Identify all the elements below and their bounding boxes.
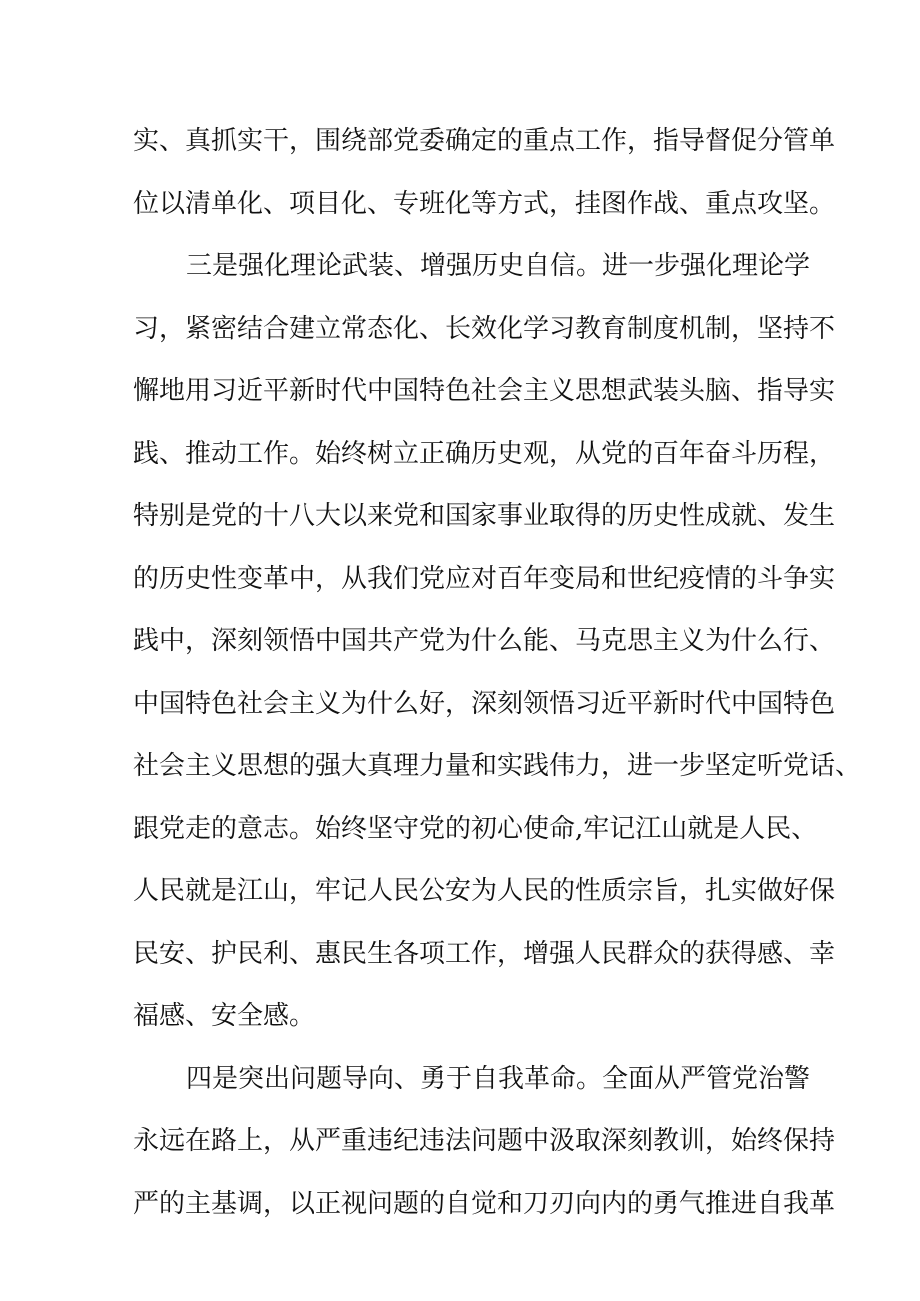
text-line: 实、真抓实干，围绕部党委确定的重点工作，指导督促分管单: [133, 126, 836, 156]
text-line: 福感、安全感。: [133, 1001, 316, 1031]
paragraph-start-line: 四是突出问题导向、勇于自我革命。全面从严管党治警: [186, 1064, 811, 1094]
text-line: 懈地用习近平新时代中国特色社会主义思想武装头脑、指导实: [133, 376, 836, 406]
paragraph-start-line: 三是强化理论武装、增强历史自信。进一步强化理论学: [186, 251, 811, 281]
text-line: 习，紧密结合建立常态化、长效化学习教育制度机制，坚持不: [133, 314, 836, 344]
text-line: 践中，深刻领悟中国共产党为什么能、马克思主义为什么行、: [133, 626, 836, 656]
text-line: 跟党走的意志。始终坚守党的初心使命,牢记江山就是人民、: [133, 814, 818, 844]
text-line: 社会主义思想的强大真理力量和实践伟力，进一步坚定听党话、: [133, 751, 862, 781]
text-line: 永远在路上，从严重违纪违法问题中汲取深刻教训，始终保持: [133, 1126, 836, 1156]
text-line: 人民就是江山，牢记人民公安为人民的性质宗旨，扎实做好保: [133, 876, 836, 906]
text-line: 位以清单化、项目化、专班化等方式，挂图作战、重点攻坚。: [133, 189, 836, 219]
text-line: 践、推动工作。始终树立正确历史观，从党的百年奋斗历程，: [133, 439, 836, 469]
text-line: 民安、护民利、惠民生各项工作，增强人民群众的获得感、幸: [133, 939, 836, 969]
text-line: 中国特色社会主义为什么好，深刻领悟习近平新时代中国特色: [133, 689, 836, 719]
text-line: 的历史性变革中，从我们党应对百年变局和世纪疫情的斗争实: [133, 564, 836, 594]
text-line: 特别是党的十八大以来党和国家事业取得的历史性成就、发生: [133, 501, 836, 531]
text-line: 严的主基调，以正视问题的自觉和刀刃向内的勇气推进自我革: [133, 1189, 836, 1219]
